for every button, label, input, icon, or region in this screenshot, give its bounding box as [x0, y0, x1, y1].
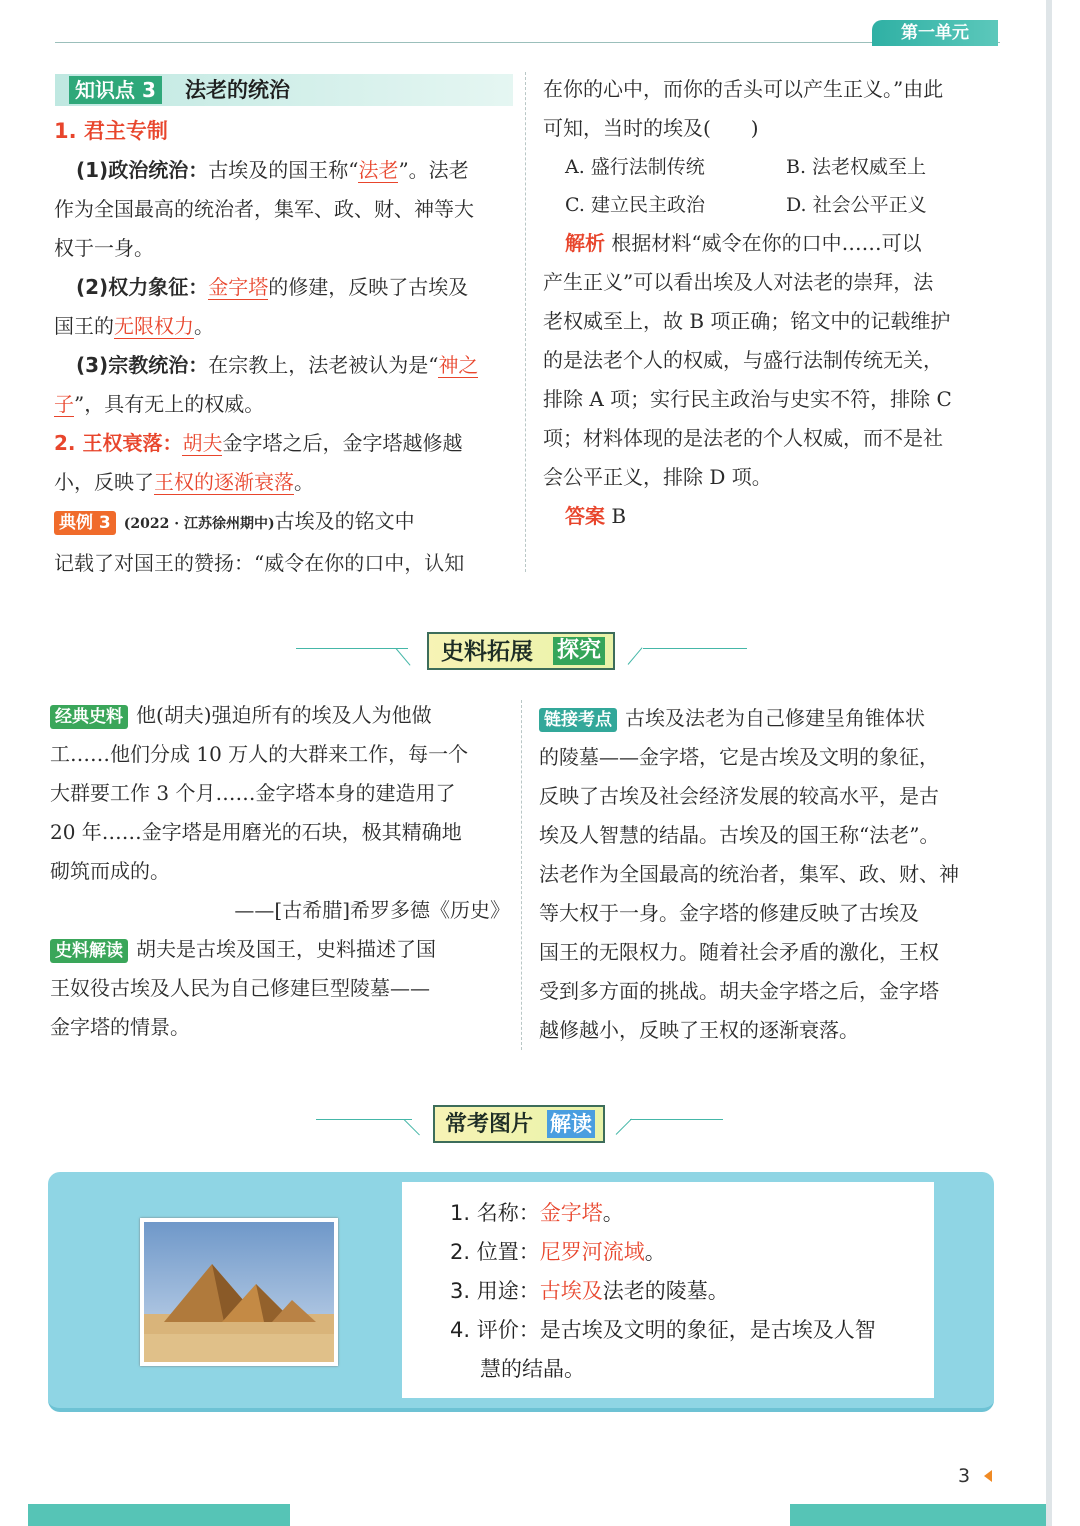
info-evaluation: 4. 评价：是古埃及文明的象征，是古埃及人智: [450, 1318, 876, 1342]
option-b: B. 法老权威至上: [786, 156, 927, 178]
link-tag: 链接考点: [539, 708, 617, 732]
paragraph-1-line3: 权于一身。: [54, 236, 154, 260]
paragraph-3-line2: 子”，具有无上的权威。: [54, 392, 265, 416]
example-line4: 可知，当时的埃及( ): [543, 116, 759, 140]
section3-banner: [433, 1105, 605, 1143]
column-divider: [525, 72, 526, 572]
banner-slash-left: [396, 648, 411, 665]
page-arrow-icon: [984, 1470, 992, 1482]
header-rule: [55, 42, 1000, 43]
link-line4: 埃及人智慧的结晶。古埃及的国王称“法老”。: [539, 823, 940, 847]
interp-line2: 王奴役古埃及人民为自己修建巨型陵墓——: [50, 976, 430, 1000]
link-line1: 链接考点 古埃及法老为自己修建呈角锥体状: [539, 699, 999, 738]
footer-band-right: [790, 1504, 1046, 1526]
link-block: [539, 699, 999, 1050]
link-line6: 等大权于一身。金字塔的修建反映了古埃及: [539, 901, 919, 925]
banner3-line-left: [316, 1119, 412, 1120]
options: [543, 148, 1003, 224]
banner-line-right: [643, 648, 747, 649]
interp-line3: 金字塔的情景。: [50, 1015, 190, 1039]
info-use: 3. 用途：古埃及法老的陵墓。: [450, 1279, 729, 1303]
section-title-1: 1. 君主专制: [54, 119, 168, 143]
option-d: D. 社会公平正义: [786, 194, 927, 216]
classic-tag: 经典史料: [50, 705, 128, 729]
fill-blank: 胡夫: [182, 431, 223, 455]
fill-blank: 神之: [438, 353, 479, 377]
column-divider-2: [521, 700, 522, 1050]
section-title-2: 2. 王权衰落：: [54, 431, 183, 455]
page-number: 3: [958, 1465, 971, 1487]
option-a: A. 盛行法制传统: [565, 156, 705, 178]
knowledge-title: 法老的统治: [185, 78, 290, 102]
knowledge-tag: 知识点 3: [69, 76, 162, 104]
paragraph-3: (3)宗教统治：在宗教上，法老被认为是“神之: [76, 353, 479, 377]
picture-info: [450, 1194, 930, 1389]
link-line7: 国王的无限权力。随着社会矛盾的激化，王权: [539, 940, 939, 964]
banner-line-left: [296, 648, 408, 649]
info-evaluation-line2: 慧的结晶。: [480, 1357, 585, 1381]
paragraph-2-line2: 国王的无限权力。: [54, 314, 214, 338]
knowledge-body: [54, 112, 514, 583]
fill-blank: 王权的逐渐衰落: [154, 470, 294, 494]
section-2-line2: 小，反映了王权的逐渐衰落。: [54, 470, 314, 494]
banner-slash-right: [628, 647, 643, 664]
knowledge-header: [55, 74, 513, 106]
info-name: 1. 名称：金字塔。: [450, 1201, 624, 1225]
analysis-line3: 老权威至上，故 B 项正确；铭文中的记载维护: [543, 309, 951, 333]
link-line3: 反映了古埃及社会经济发展的较高水平，是古: [539, 784, 939, 808]
section3-title: 常考图片: [445, 1112, 534, 1137]
paragraph-2: (2)权力象征：金字塔的修建，反映了古埃及: [76, 275, 469, 299]
pyramid-image: [144, 1222, 334, 1362]
link-line8: 受到多方面的挑战。胡夫金字塔之后，金字塔: [539, 979, 939, 1003]
answer-line: [543, 497, 1003, 536]
fill-blank: 法老: [358, 158, 399, 182]
classic-source: ——[古希腊]希罗多德《历史》: [234, 898, 510, 922]
analysis-line2: 产生正义”可以看出埃及人对法老的崇拜，法: [543, 270, 934, 294]
analysis-line6: 项；材料体现的是法老的个人权威，而不是社: [543, 426, 943, 450]
classic-line4: 20 年……金字塔是用磨光的石块，极其精确地: [50, 820, 462, 844]
paragraph-1: (1)政治统治：古埃及的国王称“法老”。法老: [76, 158, 469, 182]
answer-label: 答案: [565, 504, 605, 528]
option-c: C. 建立民主政治: [565, 194, 705, 216]
link-line9: 越修越小，反映了王权的逐渐衰落。: [539, 1018, 859, 1042]
example-line2: 记载了对国王的赞扬：“威令在你的口中，认知: [54, 551, 465, 575]
fill-blank: 金字塔: [208, 275, 269, 299]
example-question: 典例 3 (2022 · 江苏徐州期中)古埃及的铭文中: [54, 502, 514, 544]
analysis-label: 解析: [565, 231, 605, 255]
interp-tag: 史料解读: [50, 939, 128, 963]
banner3-slash-left: [404, 1119, 420, 1135]
analysis-line1: 解析 根据材料“威令在你的口中……可以: [565, 231, 922, 255]
section2-title: 史料拓展: [441, 639, 533, 665]
link-line5: 法老作为全国最高的统治者，集军、政、财、神: [539, 862, 959, 886]
analysis-line5: 排除 A 项；实行民主政治与史实不符，排除 C: [543, 387, 952, 411]
example-tag: 典例 3: [54, 511, 116, 535]
unit-label: 第一单元: [872, 20, 998, 46]
classic-line3: 大群要工作 3 个月……金字塔本身的建造用了: [50, 781, 456, 805]
classic-line1: 经典史料 他(胡夫)强迫所有的埃及人为他做: [50, 696, 510, 735]
banner3-slash-right: [616, 1119, 632, 1135]
example-line3: 在你的心中，而你的舌头可以产生正义。”由此: [543, 77, 944, 101]
fill-blank: 子: [54, 392, 74, 416]
section2-title-highlight: 探究: [553, 637, 605, 665]
page-edge: [1046, 0, 1052, 1526]
banner3-line-right: [630, 1119, 723, 1120]
classic-source-block: [50, 696, 510, 1047]
classic-line2: 工……他们分成 10 万人的大群来工作，每一个: [50, 742, 469, 766]
section2-banner: [427, 632, 615, 670]
section3-title-highlight: 解读: [547, 1110, 595, 1138]
link-line2: 的陵墓——金字塔，它是古埃及文明的象征，: [539, 745, 939, 769]
pyramid-photo: [140, 1218, 338, 1366]
paragraph-1-line2: 作为全国最高的统治者，集军、政、财、神等大: [54, 197, 474, 221]
fill-blank: 无限权力: [114, 314, 194, 338]
classic-line5: 砌筑而成的。: [50, 859, 170, 883]
example-source: (2022 · 江苏徐州期中): [123, 516, 275, 532]
answer-value: B: [611, 504, 627, 528]
analysis-line4: 的是法老个人的权威，与盛行法制传统无关，: [543, 348, 943, 372]
analysis-line7: 会公平正义，排除 D 项。: [543, 465, 772, 489]
footer-band-left: [28, 1504, 290, 1526]
interp-line1: 史料解读 胡夫是古埃及国王，史料描述了国: [50, 930, 510, 969]
section-2: 2. 王权衰落：胡夫金字塔之后，金字塔越修越: [54, 431, 463, 455]
info-location: 2. 位置：尼罗河流域。: [450, 1240, 666, 1264]
example-continued: [543, 70, 1003, 536]
